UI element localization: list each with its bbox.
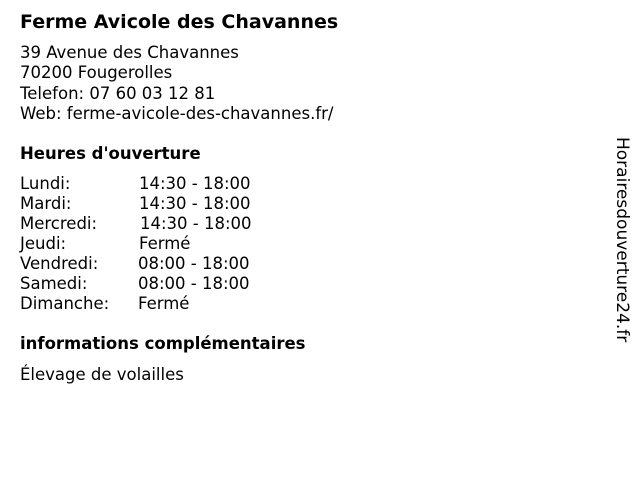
hours-row-tuesday <box>20 194 320 214</box>
website-link[interactable]: Web: ferme-avicole-des-chavannes.fr/ <box>20 104 334 123</box>
opening-hours-heading: Heures d'ouverture <box>20 144 201 163</box>
day-hours: Fermé <box>138 294 190 313</box>
day-label: Lundi: <box>20 174 71 193</box>
hours-row-friday <box>20 254 320 274</box>
day-hours: 08:00 - 18:00 <box>138 274 250 293</box>
hours-row-saturday <box>20 274 320 294</box>
business-name: Ferme Avicole des Chavannes <box>20 11 339 33</box>
day-hours: 08:00 - 18:00 <box>138 254 250 273</box>
address-line2: 70200 Fougerolles <box>20 63 173 82</box>
day-label: Jeudi: <box>20 234 67 253</box>
day-label: Dimanche: <box>20 294 110 313</box>
phone-number: Telefon: 07 60 03 12 81 <box>20 84 216 103</box>
hours-row-wednesday <box>20 214 320 234</box>
day-hours: 14:30 - 18:00 <box>139 194 251 213</box>
hours-row-thursday <box>20 234 320 254</box>
day-hours: Fermé <box>139 234 191 253</box>
additional-info-heading: informations complémentaires <box>20 334 306 353</box>
day-label: Vendredi: <box>20 254 99 273</box>
day-label: Mardi: <box>20 194 72 213</box>
watermark-text: Horairesdouverture24.fr <box>612 137 632 343</box>
day-label: Samedi: <box>20 274 88 293</box>
additional-info-text: Élevage de volailles <box>20 365 184 384</box>
hours-row-sunday <box>20 294 320 314</box>
day-hours: 14:30 - 18:00 <box>139 174 251 193</box>
hours-row-monday <box>20 174 320 194</box>
address-line1: 39 Avenue des Chavannes <box>20 43 239 62</box>
day-label: Mercredi: <box>20 214 98 233</box>
day-hours: 14:30 - 18:00 <box>140 214 252 233</box>
